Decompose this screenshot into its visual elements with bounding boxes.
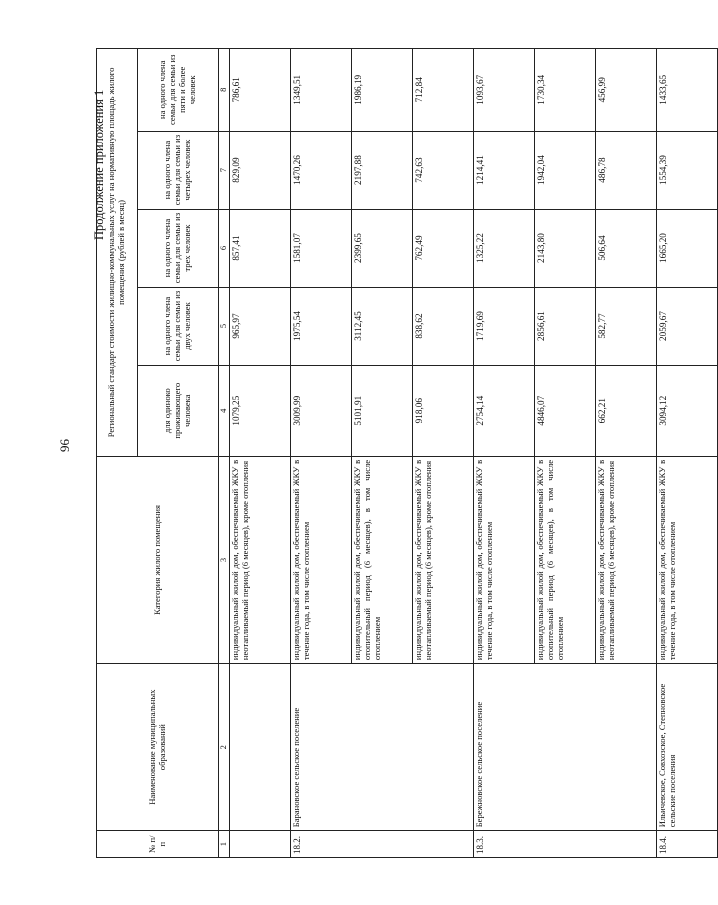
header-sub-three: на одного члена семьи для семьи из трех человек — [138, 209, 219, 287]
housing-category: индивидуальный жилой дом, обеспечиваемый ЖКУ в отопительный период (6 месяцев), в том числе отоплением — [534, 456, 595, 663]
table-row — [656, 49, 717, 858]
cost-value: 1214,41 — [473, 131, 534, 209]
cost-value: 506,64 — [595, 209, 656, 287]
cost-value: 2856,61 — [534, 287, 595, 365]
header-num: № п/п — [97, 831, 219, 858]
municipality-name: Барановское сельское поселение — [290, 664, 473, 831]
cost-value: 712,84 — [412, 49, 473, 132]
appendix-continuation-label: Продолжение приложения 1 — [92, 89, 106, 240]
row-number — [229, 831, 290, 858]
column-number: 2 — [219, 664, 230, 831]
cost-value: 2399,65 — [351, 209, 412, 287]
column-number: 8 — [219, 49, 230, 132]
column-number: 1 — [219, 831, 230, 858]
cost-value: 829,09 — [229, 131, 290, 209]
housing-category: индивидуальный жилой дом, обеспечиваемый ЖКУ в неотапливаемый период (6 месяцев), кроме отопления — [595, 456, 656, 663]
cost-value: 2197,88 — [351, 131, 412, 209]
table-row — [229, 49, 290, 858]
cost-value: 918,06 — [412, 365, 473, 456]
cost-value: 857,41 — [229, 209, 290, 287]
cost-value: 582,77 — [595, 287, 656, 365]
cost-value: 1719,69 — [473, 287, 534, 365]
rotated-table-wrapper — [96, 48, 677, 858]
cost-value: 4846,07 — [534, 365, 595, 456]
housing-category: индивидуальный жилой дом, обеспечиваемый ЖКУ в неотапливаемый период (6 месяцев), кроме отопления — [412, 456, 473, 663]
cost-value: 838,62 — [412, 287, 473, 365]
header-sub-four: на одного члена семьи для семьи из четырех человек — [138, 131, 219, 209]
cost-value: 1975,54 — [290, 287, 351, 365]
row-number: 18.3. — [473, 831, 656, 858]
cost-value: 1665,20 — [656, 209, 717, 287]
cost-value: 1554,39 — [656, 131, 717, 209]
cost-value: 742,63 — [412, 131, 473, 209]
cost-value: 456,99 — [595, 49, 656, 132]
cost-value: 1470,26 — [290, 131, 351, 209]
header-category: Категория жилого помещения — [97, 456, 219, 663]
housing-category: индивидуальный жилой дом, обеспечиваемый ЖКУ в течение года, в том числе отоплением — [473, 456, 534, 663]
cost-value: 1093,67 — [473, 49, 534, 132]
cost-value: 762,49 — [412, 209, 473, 287]
table-body — [229, 49, 717, 858]
header-standard: Региональный стандарт стоимости жилищно-коммунальных услуг на нормативную площадь жилого помещения (рублей в месяц) — [97, 49, 138, 457]
housing-category: индивидуальный жилой дом, обеспечиваемый ЖКУ в отопительный период (6 месяцев), в том числе отоплением — [351, 456, 412, 663]
cost-value: 1730,34 — [534, 49, 595, 132]
cost-value: 1942,04 — [534, 131, 595, 209]
housing-cost-table — [96, 48, 718, 858]
cost-value: 786,61 — [229, 49, 290, 132]
cost-value: 486,78 — [595, 131, 656, 209]
cost-value: 5101,91 — [351, 365, 412, 456]
cost-value: 1079,25 — [229, 365, 290, 456]
header-sub-single: для одиноко проживающего человека — [138, 365, 219, 456]
municipality-name: Ильичевское, Совхозское, Степновское сельские поселения — [656, 664, 717, 831]
header-sub-five-plus: на одного члена семьи для семьи из пяти и более человек — [138, 49, 219, 132]
municipality-name — [229, 664, 290, 831]
header-sub-two: на одного члена семьи для семьи из двух человек — [138, 287, 219, 365]
cost-value: 2143,80 — [534, 209, 595, 287]
cost-value: 3112,45 — [351, 287, 412, 365]
column-number: 5 — [219, 287, 230, 365]
header-municipality: Наименование муниципальных образований — [97, 664, 219, 831]
page-number: 96 — [57, 439, 72, 452]
cost-value: 662,21 — [595, 365, 656, 456]
cost-value: 1325,22 — [473, 209, 534, 287]
cost-value: 1581,07 — [290, 209, 351, 287]
column-number: 4 — [219, 365, 230, 456]
column-number: 7 — [219, 131, 230, 209]
table-row — [473, 49, 534, 858]
cost-value: 3094,12 — [656, 365, 717, 456]
cost-value: 2059,67 — [656, 287, 717, 365]
housing-category: индивидуальный жилой дом, обеспечиваемый ЖКУ в течение года, в том числе отоплением — [290, 456, 351, 663]
housing-category: индивидуальный жилой дом, обеспечиваемый ЖКУ в неотапливаемый период (6 месяцев), кроме отопления — [229, 456, 290, 663]
row-number: 18.2. — [290, 831, 473, 858]
column-number: 6 — [219, 209, 230, 287]
cost-value: 1349,51 — [290, 49, 351, 132]
table-row — [290, 49, 351, 858]
cost-value: 2754,14 — [473, 365, 534, 456]
cost-value: 3009,99 — [290, 365, 351, 456]
cost-value: 965,97 — [229, 287, 290, 365]
row-number: 18.4. — [656, 831, 717, 858]
housing-category: индивидуальный жилой дом, обеспечиваемый ЖКУ в течение года, в том числе отоплением — [656, 456, 717, 663]
municipality-name: Бережновское сельское поселение — [473, 664, 656, 831]
cost-value: 1433,65 — [656, 49, 717, 132]
column-number: 3 — [219, 456, 230, 663]
cost-value: 1986,19 — [351, 49, 412, 132]
